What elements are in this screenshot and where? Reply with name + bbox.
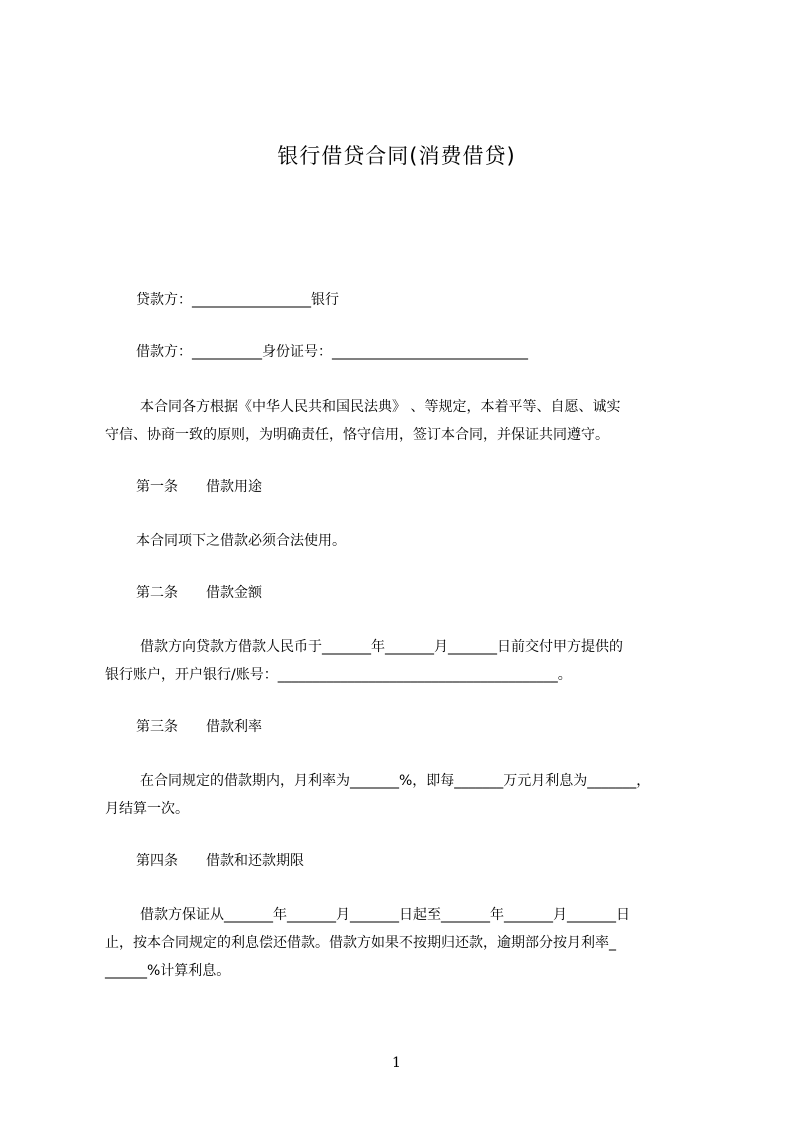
article-4-line-2: 止，按本合同规定的利息偿还借款。借款方如果不按期归还款，逾期部分按月利率_ xyxy=(105,935,616,951)
article-2-heading: 第二条 借款金额 xyxy=(136,585,262,601)
article-2-line-2: 银行账户，开户银行/账号：________________________________________。 xyxy=(105,667,572,683)
article-3-heading: 第三条 借款利率 xyxy=(136,719,262,735)
article-1-body: 本合同项下之借款必须合法使用。 xyxy=(136,533,346,549)
page-number: 1 xyxy=(392,1055,401,1071)
article-4-heading: 第四条 借款和还款期限 xyxy=(136,853,304,869)
borrower-line: 借款方：__________身份证号：____________________________ xyxy=(136,344,528,360)
lender-line: 贷款方：_________________银行 xyxy=(136,292,339,308)
preamble-line-1: 本合同各方根据《中华人民共和国民法典》 、等规定，本着平等、自愿、诚实 xyxy=(140,399,621,415)
article-1-heading: 第一条 借款用途 xyxy=(136,479,262,495)
article-3-line-1: 在合同规定的借款期内，月利率为_______%，即每_______万元月利息为_______， xyxy=(140,773,651,789)
preamble-line-2: 守信、协商一致的原则，为明确责任，恪守信用，签订本合同，并保证共同遵守。 xyxy=(105,427,609,443)
document-title: 银行借贷合同(消费借贷) xyxy=(277,144,516,168)
article-2-line-1: 借款方向贷款方借款人民币于_______年_______月_______日前交付甲方提供的 xyxy=(140,639,623,655)
article-4-line-3: ______%计算利息。 xyxy=(105,963,231,979)
article-3-line-2: 月结算一次。 xyxy=(105,801,189,817)
article-4-line-1: 借款方保证从_______年_______月_______日起至_______年_______月_______日 xyxy=(140,907,630,923)
